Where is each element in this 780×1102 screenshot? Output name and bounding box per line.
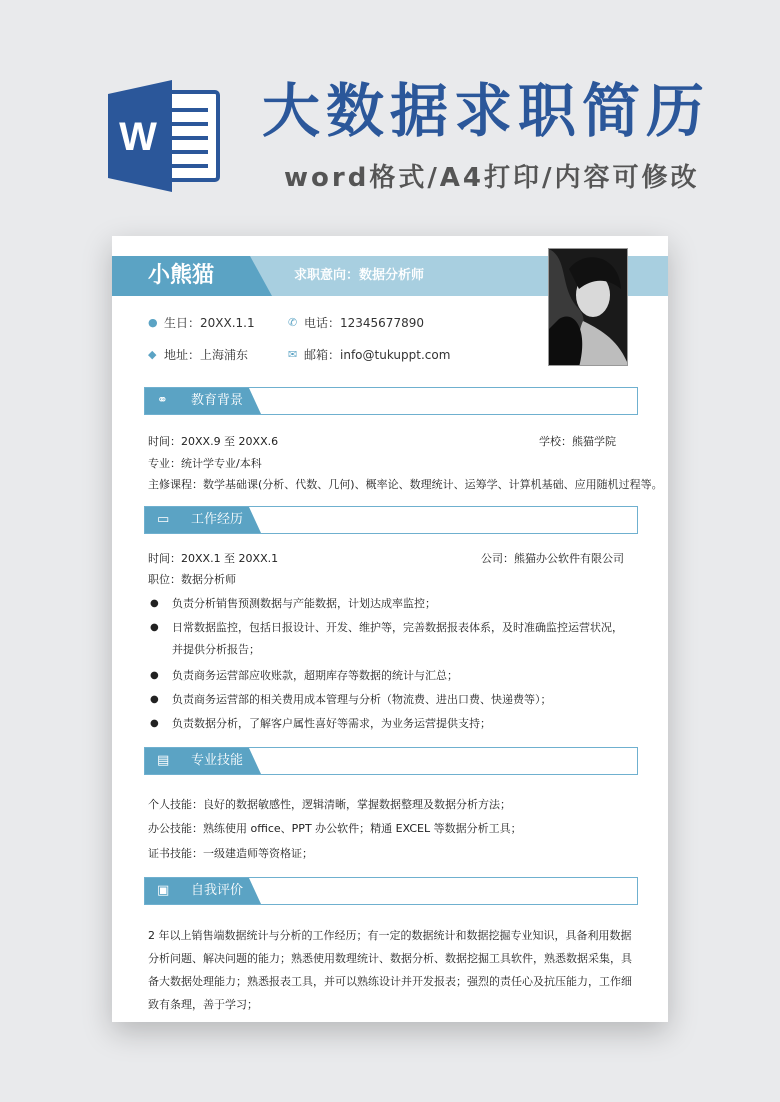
mail-icon: ✉ [288, 347, 298, 361]
id-card-icon: ▣ [157, 883, 170, 898]
address-info: ◆ 地址：上海浦东 [148, 347, 249, 362]
location-icon: ◆ [148, 347, 157, 361]
list-item: ● 日常数据监控，包括日报设计、开发、维护等，完善数据报表体系，及时准确监控运营状况，并提供分析报告； [150, 621, 623, 656]
work-company: 公司：熊猫办公软件有限公司 [481, 552, 624, 565]
profile-photo [548, 248, 628, 366]
phone-icon: ✆ [288, 315, 298, 329]
monitor-icon: ▭ [157, 512, 170, 527]
edu-major: 专业：统计学专业/本科 [148, 457, 262, 470]
list-item: ● 负责数据分析，了解客户属性喜好等需求，为业务运营提供支持； [150, 717, 491, 730]
section-skills: ▤ 专业技能 [144, 747, 638, 775]
list-item: ● 负责商务运营部的相关费用成本管理与分析（物流费、进出口费、快递费等）； [150, 693, 552, 706]
phone-info: ✆ 电话：12345677890 [288, 315, 424, 330]
list-item: ● 负责分析销售预测数据与产能数据，计划达成率监控； [150, 597, 436, 610]
edu-school: 学校：熊猫学院 [539, 435, 616, 448]
word-icon [108, 80, 226, 192]
resume-sheet [112, 236, 668, 1022]
work-position: 职位：数据分析师 [148, 573, 236, 586]
page-title: 大数据求职简历 [262, 77, 711, 145]
list-item: ● 负责商务运营部应收账款，超期库存等数据的统计与汇总； [150, 669, 458, 682]
job-intent: 求职意向：数据分析师 [294, 268, 425, 283]
email-info: ✉ 邮箱：info@tukuppt.com [288, 347, 451, 362]
candidate-name: 小熊猫 [148, 263, 215, 288]
link-icon: ⚭ [157, 393, 168, 408]
person-icon: ● [148, 315, 158, 329]
edu-time: 时间：20XX.9 至 20XX.6 [148, 435, 279, 448]
birth-info: ● 生日：20XX.1.1 [148, 315, 255, 330]
edu-courses: 主修课程：数学基础课(分析、代数、几何)、概率论、数理统计、运筹学、计算机基础、应用随机过程等。 [148, 478, 663, 491]
skill-office: 办公技能：熟练使用 office、PPT 办公软件；精通 EXCEL 等数据分析工具； [148, 822, 522, 835]
section-self-eval: ▣ 自我评价 [144, 877, 638, 905]
skill-personal: 个人技能：良好的数据敏感性，逻辑清晰，掌握数据整理及数据分析方法； [148, 798, 511, 811]
svg-text:W: W [119, 115, 157, 159]
work-time: 时间：20XX.1 至 20XX.1 [148, 552, 279, 565]
section-work: ▭ 工作经历 [144, 506, 638, 534]
section-education: ⚭ 教育背景 [144, 387, 638, 415]
self-eval-text: 2 年以上销售端数据统计与分析的工作经历；有一定的数据统计和数据挖掘专业知识，具备利用数据分析问题、解决问题的能力；熟悉使用数理统计、数据分析、数据挖掘工具软件，熟悉数据采集，具备大数据处理能力；熟悉报表工具，并可以熟练设计并开发报表；强烈的责任心及抗压能力，工作细致有条理，善于学习； [148, 929, 632, 1011]
skill-cert: 证书技能：一级建造师等资格证； [148, 847, 313, 860]
document-icon: ▤ [157, 753, 170, 768]
page-subtitle: word格式/A4打印/内容可修改 [284, 163, 700, 193]
